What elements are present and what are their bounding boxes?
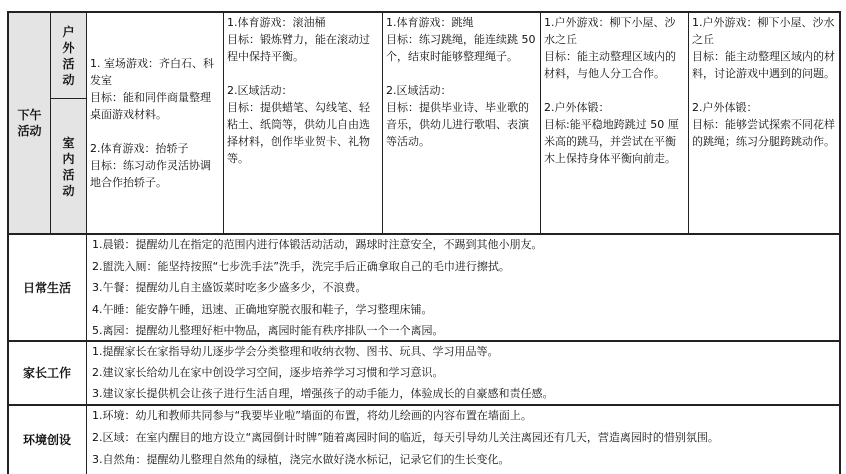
afternoon-friday: 1.户外游戏：柳下小屋、沙水之丘 目标：能主动整理区域内的材料，讨论游戏中遇到的问题。 2.户外体锻： 目标：能够尝试探索不同花样的跳绳；练习分腿跨跳动作。 <box>692 16 835 148</box>
environment-items <box>86 405 840 474</box>
daily-life-item: 4.午睡：能安静午睡，迅速、正确地穿脱衣服和鞋子，学习整理床铺。 <box>92 302 433 316</box>
grid-line <box>8 340 840 342</box>
grid-line <box>540 11 541 234</box>
environment-item: 1.环境：幼儿和教师共同参与“我要毕业啦”墙面的布置，将幼儿绘画的内容布置在墙面上。 <box>92 409 532 422</box>
afternoon-label: 下午活动 <box>8 12 51 234</box>
afternoon-tuesday: 1.体育游戏：滚油桶 目标：锻炼臂力，能在滚动过程中保持平衡。 2.区域活动： 目标：提供蜡笔、勾线笔、轻粘土、纸筒等，供幼儿自由选择材料，创作毕业贺卡、礼物等。 <box>227 16 370 165</box>
daily-life-item: 3.午餐：提醒幼儿自主盛饭菜时吃多少盛多少，不浪费。 <box>92 281 367 294</box>
daily-life-label: 日常生活 <box>22 280 71 295</box>
grid-line <box>839 11 841 474</box>
outdoor-label: 户外活动 <box>51 12 86 99</box>
parent-work-item: 3.建议家长提供机会让孩子进行生活自理，增强孩子的动手能力，体验成长的自豪感和责任感。 <box>92 387 554 400</box>
grid-line <box>8 233 840 235</box>
grid-line <box>7 11 9 474</box>
grid-line <box>382 11 383 234</box>
grid-line <box>688 11 689 234</box>
grid-line <box>50 11 51 234</box>
daily-life-item: 1.晨锻：提醒幼儿在指定的范围内进行体锻活动活动，踢球时注意安全，不踢到其他小朋友。 <box>92 238 543 251</box>
grid-line <box>223 11 224 234</box>
grid-line <box>8 11 840 13</box>
environment-item: 2.区域：在室内醒目的地方设立“离园倒计时牌”随着离园时间的临近，每天引导幼儿关注离园还有几天，营造离园时的惜别氛围。 <box>92 431 719 444</box>
grid-line <box>8 404 840 406</box>
daily-life-item: 5.离园：提醒幼儿整理好柜中物品，离园时能有秩序排队一个一个离园。 <box>92 324 444 337</box>
parent-work-item: 2.建议家长给幼儿在家中创设学习空间，逐步培养学习习惯和学习意识。 <box>92 366 444 379</box>
daily-life-item: 2.盥洗入厕：能坚持按照“七步洗手法”洗手，洗完手后正确拿取自己的毛巾进行擦拭。 <box>92 259 510 273</box>
parent-work-items <box>86 341 840 405</box>
grid-line <box>51 98 86 99</box>
environment-item: 3.自然角：提醒幼儿整理自然角的绿植，浇完水做好浇水标记，记录它们的生长变化。 <box>92 453 510 466</box>
daily-life-items <box>86 234 840 341</box>
afternoon-wednesday: 1.体育游戏：跳绳 目标：练习跳绳，能连续跳 50 个，结束时能够整理绳子。 2.区域活动： 目标：提供毕业诗、毕业歌的音乐，供幼儿进行歌唱、表演等活动。 <box>386 16 536 148</box>
afternoon-monday: 1. 室场游戏：齐白石、科发室 目标：能和同伴商量整理桌面游戏材料。 2.体育游戏：抬轿子 目标：练习动作灵活协调地合作抬轿子。 <box>90 57 214 189</box>
parent-work-label: 家长工作 <box>22 366 71 380</box>
environment-label: 环境创设 <box>22 432 71 447</box>
grid-line <box>86 11 87 474</box>
indoor-label: 室内活动 <box>51 99 86 234</box>
parent-work-item: 1.提醒家长在家指导幼儿逐步学会分类整理和收纳衣物、图书、玩具、学习用品等。 <box>92 345 499 358</box>
afternoon-thursday: 1.户外游戏：柳下小屋、沙水之丘 目标：能主动整理区域内的材料，与他人分工合作。 2.户外体锻： 目标:能平稳地跨跳过 50 厘米高的跳马，并尝试在平衡木上保持身体平衡向前走。 <box>544 16 679 165</box>
